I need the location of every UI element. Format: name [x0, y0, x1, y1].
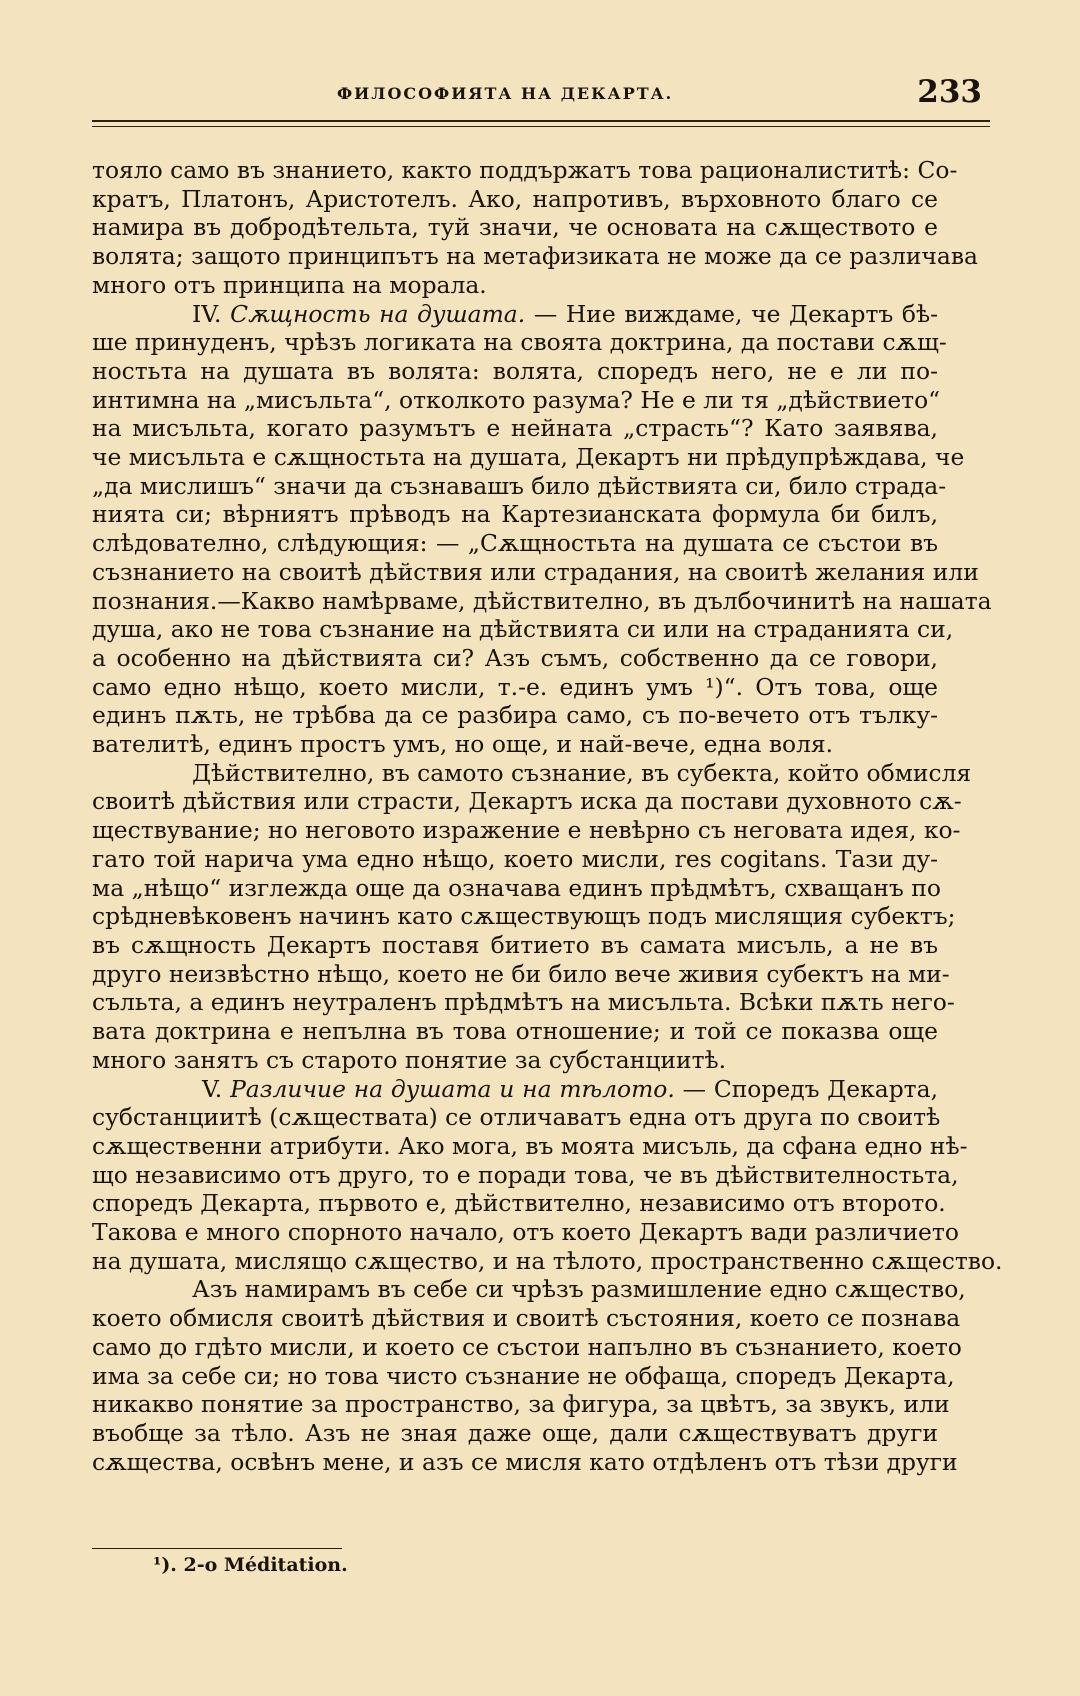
section-number: IV.	[192, 299, 222, 328]
text-line: своитѣ дѣйствия или страсти, Декартъ иска да постави духовното сѫ-	[92, 787, 962, 816]
text-line: гато той нарича ума едно нѣщо, което мисли, res cogitans. Тази ду-	[92, 844, 938, 873]
text-line: споредъ Декарта, първото е, дѣйствително, независимо отъ второто.	[92, 1189, 946, 1218]
text-line: друго неизвѣстно нѣщо, което не би било вече живия субектъ на ми-	[92, 959, 950, 988]
text-line: съзнанието на своитѣ дѣйствия или страдания, на своитѣ желания или	[92, 557, 979, 586]
text-line: вата доктрина е непълна въ това отношение; и той се показва още	[92, 1017, 938, 1046]
text-line: на душата, мислящо сѫщество, и на тѣлото, пространственно сѫщество.	[92, 1246, 1003, 1275]
text-line: въобще за тѣло. Азъ не зная даже още, дали сѫществуватъ други	[92, 1418, 938, 1447]
text-line: сѫщества, освѣнъ мене, и азъ се мисля като отдѣленъ отъ тѣзи други	[92, 1447, 958, 1476]
text-line: само едно нѣщо, което мисли, т.-е. единъ умъ ¹)“. Отъ това, още	[92, 672, 938, 701]
text-line: ше принуденъ, чрѣзъ логиката на своята доктрина, да постави сѫщ-	[92, 328, 947, 357]
section-title: Сѫщность на душата.	[230, 299, 526, 328]
text-line: слѣдователно, слѣдующия: — „Сѫщностьта на душата се състои въ	[92, 529, 938, 558]
header-rule	[92, 120, 990, 122]
text-line: Дѣйствително, въ самото съзнание, въ субекта, който обмисля	[192, 758, 972, 787]
section-number: V.	[202, 1074, 223, 1103]
text-line: срѣдневѣковенъ начинъ като сѫществующъ подъ мислящия субектъ;	[92, 902, 956, 931]
section-iv-heading	[92, 300, 938, 329]
text-line: което обмисля своитѣ дѣйствия и своитѣ състояния, което се познава	[92, 1304, 961, 1333]
text-line: нията си; вѣрниятъ прѣводъ на Картезианската формула би билъ,	[92, 500, 938, 529]
section-heading-rest: — Споредъ Декарта,	[682, 1074, 939, 1103]
text-line: че мисъльта е сѫщностьта на душата, Декартъ ни прѣдупрѣждава, че	[92, 443, 965, 472]
page-header	[92, 74, 990, 114]
text-line: ществувание; но неговото изражение е невѣрно съ неговата идея, ко-	[92, 816, 961, 845]
text-line: субстанциитѣ (сѫществата) се отличаватъ една отъ друга по своитѣ	[92, 1103, 941, 1132]
text-line: вателитѣ, единъ простъ умъ, но още, и най-вече, една воля.	[92, 730, 834, 759]
text-line: Азъ намирамъ въ себе си чрѣзъ размишление едно сѫщество,	[192, 1275, 966, 1304]
text-line: кратъ, Платонъ, Аристотелъ. Ако, напротивъ, върховното благо се	[92, 184, 938, 213]
section-v-heading	[92, 1075, 938, 1104]
section-heading-rest: — Ние виждаме, че Декартъ бѣ-	[533, 299, 939, 328]
text-line: ностьта на душата въ волята: волята, споредъ него, не е ли по-	[92, 356, 938, 385]
text-line: има за себе си; но това чисто съзнание не обфаща, споредъ Декарта,	[92, 1361, 955, 1390]
running-title: ФИЛОСОФИЯТА НА ДЕКАРТА.	[337, 84, 674, 103]
text-line: много отъ принципа на морала.	[92, 270, 487, 299]
page-number: 233	[917, 74, 982, 110]
text-line: намира въ добродѣтельта, туй значи, че основата на сѫществото е	[92, 213, 938, 242]
text-line: много занятъ съ старото понятие за субстанциитѣ.	[92, 1045, 727, 1074]
text-line: познания.—Какво намѣрваме, дѣйствително, въ дълбочинитѣ на нашата	[92, 586, 992, 615]
section-title: Различие на душата и на тѣлото.	[230, 1074, 675, 1103]
body-text	[92, 156, 1003, 1476]
text-line: въ сѫщность Декартъ поставя битието въ самата мисъль, а не въ	[92, 930, 938, 959]
footnote-rule	[92, 1548, 342, 1549]
header-rule-thin	[92, 126, 990, 127]
text-line: сѫщественни атрибути. Ако мога, въ моята мисъль, да сфана едно нѣ-	[92, 1131, 968, 1160]
text-line: душа, ако не това съзнание на дѣйствията си или на страданията си,	[92, 615, 954, 644]
text-line: съльта, а единъ неутраленъ прѣдмѣтъ на мисъльта. Всѣки пѫть него-	[92, 988, 955, 1017]
footnote: ¹). 2-о Méditation.	[153, 1554, 348, 1576]
text-line: „да мислишъ“ значи да съзнавашъ било дѣйствията си, било страда-	[92, 471, 947, 500]
text-line: единъ пѫть, не трѣбва да се разбира само, съ по-вечето отъ тълку-	[92, 701, 938, 730]
text-line: Такова е много спорното начало, отъ което Декартъ вади различието	[92, 1218, 959, 1247]
text-line: само до гдѣто мисли, и което се състои напълно въ съзнанието, което	[92, 1332, 962, 1361]
text-line: никакво понятие за пространство, за фигура, за цвѣтъ, за звукъ, или	[92, 1390, 950, 1419]
text-line: тояло само въ знанието, както поддържатъ това рационалиститѣ: Со-	[92, 156, 958, 184]
text-line: а особенно на дѣйствията си? Азъ съмъ, собственно да се говори,	[92, 643, 938, 672]
text-line: на мисъльта, когато разумътъ е нейната „страсть“? Като заявява,	[92, 414, 938, 443]
text-line: що независимо отъ друго, то е поради това, че въ дѣйствителностьта,	[92, 1160, 959, 1189]
text-line: ма „нѣщо“ изглежда още да означава единъ прѣдмѣтъ, схващанъ по	[92, 873, 941, 902]
text-line: интимна на „мисъльта“, отколкото разума? Не е ли тя „дѣйствието“	[92, 385, 941, 414]
text-line: волята; защото принципътъ на метафизиката не може да се различава	[92, 242, 978, 271]
